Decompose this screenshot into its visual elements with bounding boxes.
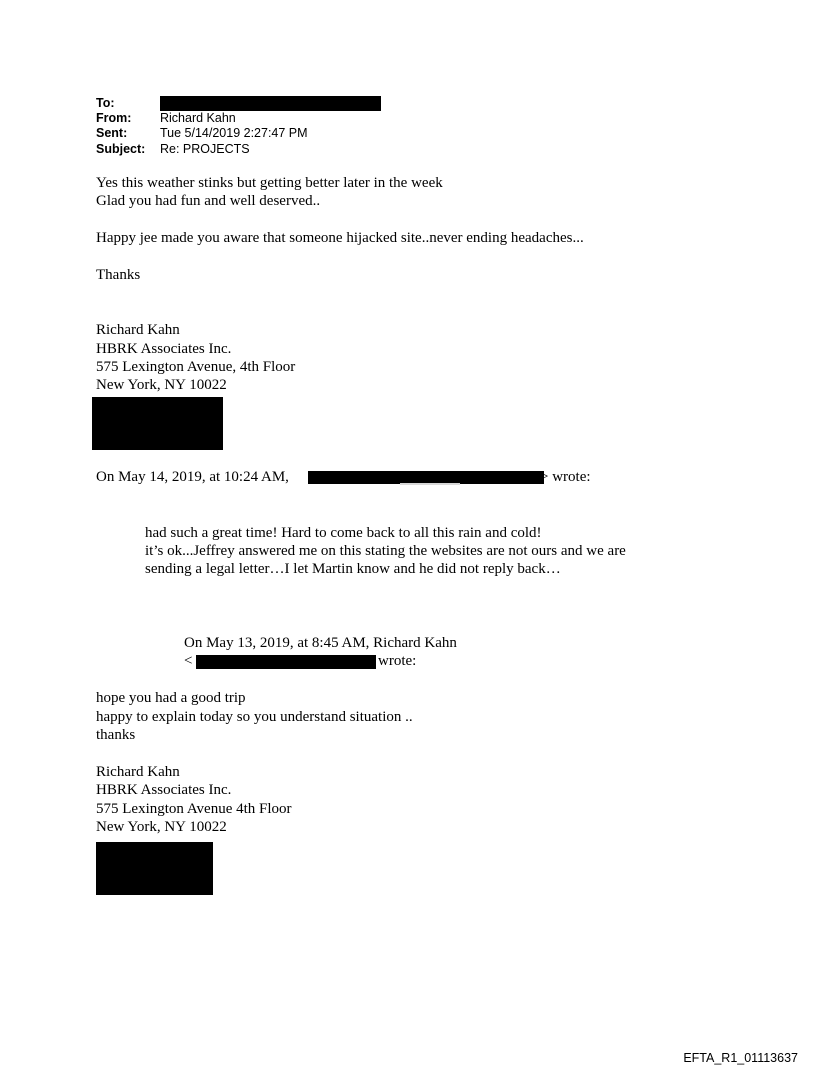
quote-intro: On May 14, 2019, at 10:24 AM, xyxy=(96,469,289,485)
document-id: EFTA_R1_01113637 xyxy=(683,1051,798,1065)
to-label: To: xyxy=(96,96,115,110)
signature-address: 575 Lexington Avenue 4th Floor xyxy=(96,801,292,817)
quote-line: it’s ok...Jeffrey answered me on this stating the websites are not ours and we are xyxy=(145,543,626,559)
email-redaction xyxy=(196,655,376,669)
quote-line: sending a legal letter…I let Martin know and he did not reply back… xyxy=(145,561,561,577)
quote-intro-suffix: > wrote: xyxy=(540,469,591,485)
subject-label: Subject: xyxy=(96,142,146,156)
subject-value: Re: PROJECTS xyxy=(160,142,250,156)
body-line: Thanks xyxy=(96,267,141,283)
to-redaction xyxy=(160,96,381,111)
signature-redaction xyxy=(92,397,223,450)
sent-value: Tue 5/14/2019 2:27:47 PM xyxy=(160,126,308,140)
redaction-residue xyxy=(400,483,460,485)
signature-address: 575 Lexington Avenue, 4th Floor xyxy=(96,359,296,375)
signature-name: Richard Kahn xyxy=(96,764,180,780)
signature-city: New York, NY 10022 xyxy=(96,819,227,835)
from-value: Richard Kahn xyxy=(160,111,236,125)
signature-name: Richard Kahn xyxy=(96,322,180,338)
quote2-intro: On May 13, 2019, at 8:45 AM, Richard Kahn xyxy=(184,635,457,651)
signature-redaction xyxy=(96,842,213,895)
message-line: happy to explain today so you understand situation .. xyxy=(96,709,413,725)
body-line: Glad you had fun and well deserved.. xyxy=(96,193,321,209)
signature-city: New York, NY 10022 xyxy=(96,377,227,393)
body-line: Happy jee made you aware that someone hijacked site..never ending headaches... xyxy=(96,230,584,246)
quote-line: had such a great time! Hard to come back to all this rain and cold! xyxy=(145,525,542,541)
quote2-intro-suffix: wrote: xyxy=(378,653,417,669)
from-label: From: xyxy=(96,111,132,125)
signature-company: HBRK Associates Inc. xyxy=(96,782,232,798)
sent-label: Sent: xyxy=(96,126,128,140)
message-line: thanks xyxy=(96,727,136,743)
quote2-intro-prefix: < xyxy=(184,653,193,669)
message-line: hope you had a good trip xyxy=(96,690,246,706)
signature-company: HBRK Associates Inc. xyxy=(96,341,232,357)
body-line: Yes this weather stinks but getting better later in the week xyxy=(96,175,443,191)
